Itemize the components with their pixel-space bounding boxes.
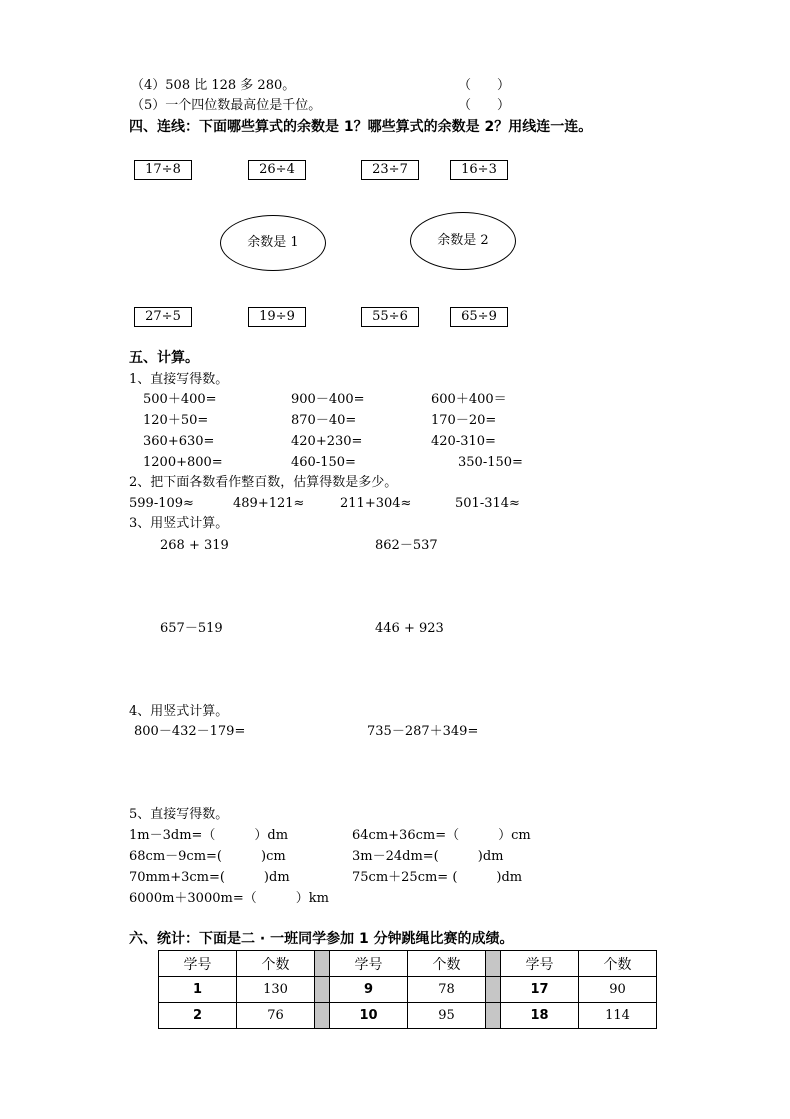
q5-item: 3m－24dm=( )dm xyxy=(352,849,504,864)
q5-item: 70mm+3cm=( )dm xyxy=(129,870,290,885)
count-cell: 130 xyxy=(237,977,315,1003)
table-separator xyxy=(315,951,330,977)
top-division-box-2[interactable]: 26÷4 xyxy=(248,160,306,180)
table-separator xyxy=(486,977,501,1003)
section5-title: 五、计算。 xyxy=(129,350,199,366)
judge-answer-paren-4[interactable]: （ ） xyxy=(458,78,511,93)
q3-item: 268 + 319 xyxy=(160,538,229,553)
q5-item: 75cm＋25cm= ( )dm xyxy=(352,870,523,885)
q3-item: 657－519 xyxy=(160,621,223,636)
jump-rope-table xyxy=(158,950,657,1029)
top-division-box-3[interactable]: 23÷7 xyxy=(361,160,419,180)
student-id-cell: 18 xyxy=(501,1003,579,1029)
count-cell: 78 xyxy=(408,977,486,1003)
q1-item: 420-310= xyxy=(431,434,496,449)
q3-item: 446 + 923 xyxy=(375,621,444,636)
student-id-cell: 10 xyxy=(330,1003,408,1029)
student-id-cell: 17 xyxy=(501,977,579,1003)
q3-item: 862－537 xyxy=(375,538,438,553)
table-header-row xyxy=(159,951,657,977)
q5-item: 64cm+36cm=（ ）cm xyxy=(352,828,531,843)
q2-item: 599-109≈ xyxy=(129,496,194,511)
q4-item: 735－287＋349= xyxy=(367,724,479,739)
bottom-division-box-2[interactable]: 19÷9 xyxy=(248,307,306,327)
student-id-cell: 1 xyxy=(159,977,237,1003)
q1-item: 170－20= xyxy=(431,413,497,428)
header-count: 个数 xyxy=(237,951,315,977)
bottom-division-box-4[interactable]: 65÷9 xyxy=(450,307,508,327)
header-count: 个数 xyxy=(579,951,657,977)
judge-item-5: （5）一个四位数最高位是千位。 xyxy=(131,98,322,113)
table-separator xyxy=(315,1003,330,1029)
table-separator xyxy=(486,951,501,977)
q1-item: 870－40= xyxy=(291,413,357,428)
header-student-id: 学号 xyxy=(159,951,237,977)
q1-item: 600＋400＝ xyxy=(431,392,507,407)
table-separator xyxy=(315,977,330,1003)
remainder-2-ellipse[interactable]: 余数是 2 xyxy=(410,212,516,270)
count-cell: 114 xyxy=(579,1003,657,1029)
q5-label: 5、直接写得数。 xyxy=(129,807,229,822)
count-cell: 90 xyxy=(579,977,657,1003)
q1-item: 360+630= xyxy=(143,434,215,449)
student-id-cell: 2 xyxy=(159,1003,237,1029)
remainder-1-ellipse[interactable]: 余数是 1 xyxy=(220,215,326,271)
q3-label: 3、用竖式计算。 xyxy=(129,516,229,531)
table-row xyxy=(159,1003,657,1029)
q2-item: 501-314≈ xyxy=(455,496,520,511)
q1-label: 1、直接写得数。 xyxy=(129,372,229,387)
q2-item: 211+304≈ xyxy=(340,496,412,511)
q1-item: 900－400= xyxy=(291,392,365,407)
q1-item: 460-150= xyxy=(291,455,356,470)
header-student-id: 学号 xyxy=(501,951,579,977)
judge-answer-paren-5[interactable]: （ ） xyxy=(458,98,511,113)
q5-item: 68cm－9cm=( )cm xyxy=(129,849,286,864)
count-cell: 95 xyxy=(408,1003,486,1029)
q4-item: 800－432－179= xyxy=(134,724,246,739)
judge-item-4: （4）508 比 128 多 280。 xyxy=(131,78,296,93)
q4-label: 4、用竖式计算。 xyxy=(129,704,229,719)
table-separator xyxy=(486,1003,501,1029)
q5-item: 6000m＋3000m=（ ）km xyxy=(129,891,329,906)
table-row xyxy=(159,977,657,1003)
student-id-cell: 9 xyxy=(330,977,408,1003)
q1-item: 1200+800= xyxy=(143,455,223,470)
top-division-box-4[interactable]: 16÷3 xyxy=(450,160,508,180)
top-division-box-1[interactable]: 17÷8 xyxy=(134,160,192,180)
header-count: 个数 xyxy=(408,951,486,977)
count-cell: 76 xyxy=(237,1003,315,1029)
header-student-id: 学号 xyxy=(330,951,408,977)
bottom-division-box-1[interactable]: 27÷5 xyxy=(134,307,192,327)
section4-title: 四、连线：下面哪些算式的余数是 1？哪些算式的余数是 2？用线连一连。 xyxy=(129,119,593,135)
q2-item: 489+121≈ xyxy=(233,496,305,511)
q1-item: 350-150= xyxy=(458,455,523,470)
section6-title: 六、统计：下面是二 · 一班同学参加 1 分钟跳绳比赛的成绩。 xyxy=(129,931,514,947)
q1-item: 420+230= xyxy=(291,434,363,449)
q2-label: 2、把下面各数看作整百数，估算得数是多少。 xyxy=(129,475,398,490)
q1-item: 120＋50= xyxy=(143,413,209,428)
bottom-division-box-3[interactable]: 55÷6 xyxy=(361,307,419,327)
q5-item: 1m－3dm=（ ）dm xyxy=(129,828,289,843)
q1-item: 500＋400= xyxy=(143,392,217,407)
